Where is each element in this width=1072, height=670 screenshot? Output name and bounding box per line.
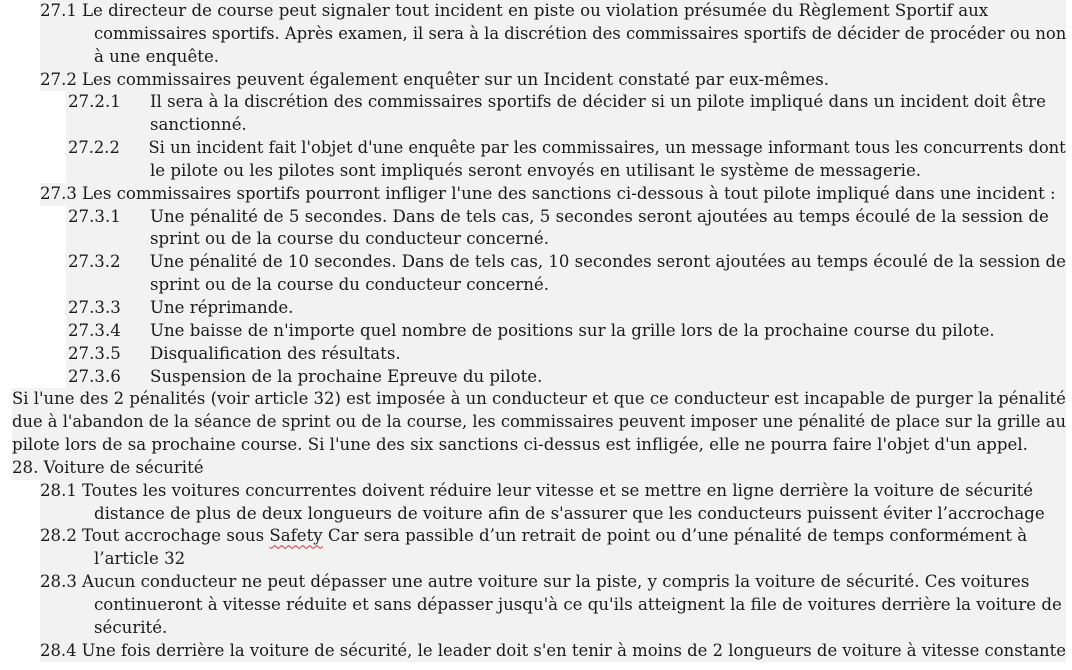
article-number: 27.2 [40,69,77,89]
article-text: l’article 32 [94,549,186,569]
article-28-1 [40,480,1066,526]
article-text: sprint ou de la course du conducteur concerné. [150,275,550,295]
article-27-3-4 [66,320,1066,343]
article-number: 27.2.2 [67,138,120,158]
article-27-3-1 [66,206,1066,252]
article-number: 28.2 [40,526,77,546]
article-text: distance de plus de deux longueurs de voiture afin de s'assurer que les conducteurs puissent éviter l’accrochage [94,503,1045,523]
article-number: 28.3 [40,572,77,592]
article-number: 27.3 [40,183,77,203]
article-number: 27.1 [40,1,77,20]
article-text: Il sera à la discrétion des commissaires sportifs de décider si un pilote impliqué dans un incident doit être [150,92,1046,112]
article-text: sécurité. [94,617,168,637]
article-text: Les commissaires peuvent également enquêter sur un Incident constaté par eux-mêmes. [82,69,829,89]
article-text: Une baisse de n'importe quel nombre de positions sur la grille lors de la prochaine course du pilote. [150,320,995,340]
article-27-1 [40,0,1066,69]
article-number: 28.4 [40,640,77,660]
article-text: à une enquête. [94,46,220,66]
article-number: 27.3.5 [68,343,121,363]
article-text: Toutes les voitures concurrentes doivent réduire leur vitesse et se mettre en ligne derrière la voiture de sécurité [82,480,1034,500]
article-text: sprint ou de la course du conducteur concerné. [150,229,550,249]
article-text: Si un incident fait l'objet d'une enquête par les commissaires, un message informant tous les concurrents dont [148,138,1066,158]
body-text: pilote lors de sa prochaine course. Si l'une des six sanctions ci-dessus est infligée, elle ne pourra faire l'objet d'un appel. [12,435,1028,455]
article-text: Les commissaires sportifs pourront infliger l'une des sanctions ci-dessous à tout pilote impliqué dans une incident : [82,183,1056,203]
article-text: Car sera passible d’un retrait de point ou d’une pénalité de temps conformément à [322,526,1028,546]
article-27-3 [40,183,1066,206]
article-number: 28.1 [40,480,77,500]
article-text: Disqualification des résultats. [150,343,401,363]
article-text: Une réprimande. [150,297,294,317]
article-text: le pilote ou les pilotes sont impliqués seront envoyés en utilisant le système de messagerie. [150,160,922,180]
article-number: 27.3.3 [68,297,121,317]
article-number: 27.3.6 [68,366,121,386]
body-text: due à l'abandon de la séance de sprint ou de la course, les commissaires peuvent imposer une pénalité de place sur la grille au [12,412,1066,432]
section-title: 28. Voiture de sécurité [12,457,204,477]
article-27-3-2 [66,251,1066,297]
body-text: Si l'une des 2 pénalités (voir article 32) est imposée à un conducteur et que ce conducteur est incapable de purger la pénalité [12,389,1066,409]
article-27-3-3 [66,297,1066,320]
article-28-2 [40,525,1066,571]
spellcheck-word[interactable]: Safety [269,526,323,546]
article-text: Suspension de la prochaine Epreuve du pilote. [150,366,543,386]
article-27-2-2 [66,137,1066,183]
article-number: 27.3.2 [67,252,121,272]
article-number: 27.3.1 [68,206,121,226]
article-text: Une pénalité de 10 secondes. Dans de tels cas, 10 secondes seront ajoutées au temps écoulé de la session de [149,252,1066,272]
article-28-3 [40,571,1066,640]
article-27-2 [40,69,1066,92]
article-text: Tout accrochage sous [82,526,270,546]
article-text: sanctionné. [150,115,247,135]
article-27-3-6 [66,366,1066,389]
article-text: Une pénalité de 5 secondes. Dans de tels cas, 5 secondes seront ajoutées au temps écoulé de la session de [150,206,1049,226]
body-paragraph [12,388,1066,457]
article-text: Aucun conducteur ne peut dépasser une autre voiture sur la piste, y compris la voiture de sécurité. Ces voitures [82,572,1030,592]
article-text: Une fois derrière la voiture de sécurité, le leader doit s'en tenir à moins de 2 longueurs de voiture à vitesse constante [81,640,1066,660]
section-heading-28 [12,457,1066,480]
article-number: 27.2.1 [68,92,121,112]
article-27-3-5 [66,343,1066,366]
article-27-2-1 [66,91,1066,137]
article-number: 27.3.4 [68,320,121,340]
article-text: Le directeur de course peut signaler tout incident en piste ou violation présumée du Règlement Sportif aux [82,1,989,20]
article-28-4 [40,640,1066,663]
article-text: continueront à vitesse réduite et sans dépasser jusqu'à ce qu'ils atteignent la file de voitures derrière la voiture de [94,594,1062,614]
article-text: commissaires sportifs. Après examen, il sera à la discrétion des commissaires sportifs de décider de procéder ou non [94,23,1067,43]
